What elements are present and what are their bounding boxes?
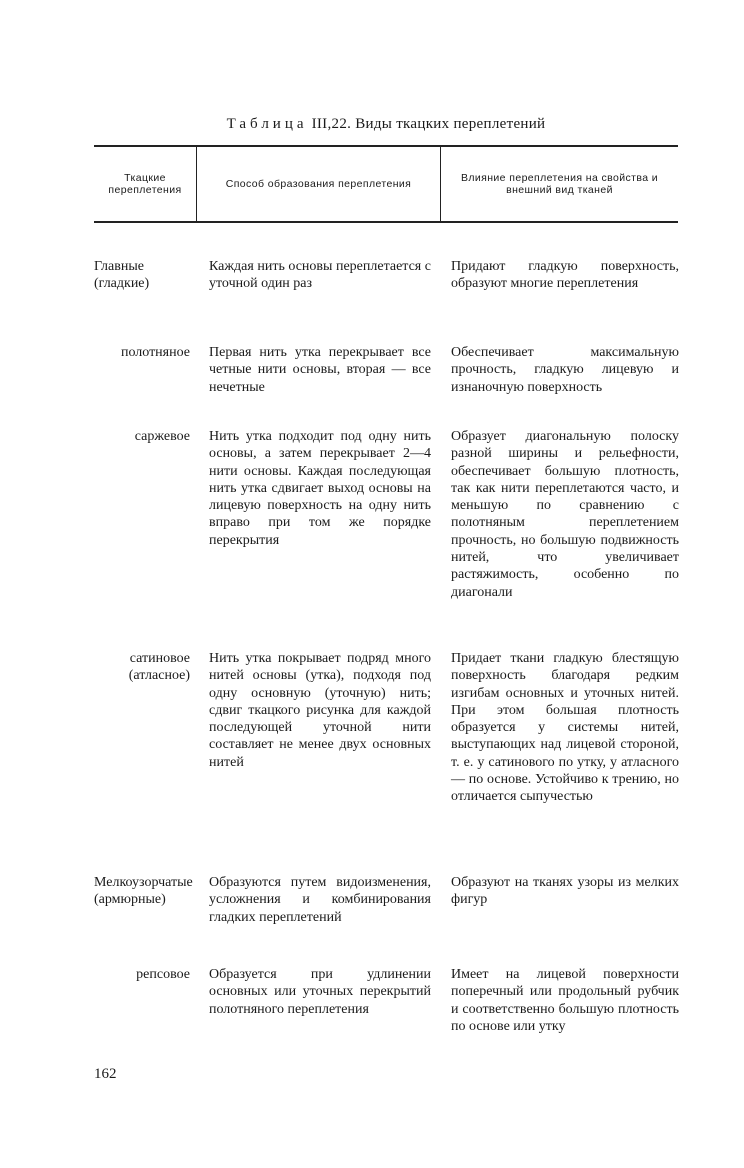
weave-name: полотняное — [120, 345, 190, 360]
header-influence: Влияние переплетения на свойства и внешний вид тканей — [460, 172, 659, 196]
header-formation-method: Способ образования переплетения — [197, 147, 441, 221]
header-weave-types: Ткацкие переплетения — [94, 147, 197, 221]
weave-effect: Образует диагональную полоску разной ширины и рельефности, обеспечивает большую плотность, так как нити переплетаются часто, и меньшую по сравнению с полотняным переплетением прочность, но большую подвижность нитей, что увеличивает растяжимость, особенно по диагонали — [451, 429, 679, 600]
weave-effect: Обеспечивает максимальную прочность, гладкую лицевую и изнаночную поверхность — [451, 345, 679, 395]
weave-method: Нить утка подходит под одну нить основы, а затем перекрывает 2—4 нити основы. Каждая последующая нить утка сдвигает выход основы на лицевую поверхность на одну нить вправо при том же порядке перекрытия — [209, 429, 431, 548]
weave-effect: Придают гладкую поверхность, образуют многие переплетения — [451, 259, 679, 292]
table-title — [94, 116, 678, 133]
weave-effect: Имеет на лицевой поверхности поперечный или продольный рубчик и соответственно большую плотность по основе или утку — [451, 967, 679, 1034]
weave-name: сатиновое (атласное) — [128, 651, 190, 684]
weave-effect: Придает ткани гладкую блестящую поверхность благодаря редким изгибам основных и уточных нитей. При этом большая плотность образуется у системы нитей, выступающих над лицевой стороной, т. е. у сатинового по утку, у атласного — по основе. Устойчиво к трению, но отличается сыпучестью — [451, 651, 679, 805]
weave-name: саржевое — [134, 429, 190, 444]
weave-method: Первая нить утка перекрывает все четные нити основы, вторая — все нечетные — [209, 345, 431, 395]
weave-method: Нить утка покрывает подряд много нитей основы (утка), подходя под одну основную (уточную) нить; сдвиг ткацкого рисунка для каждой последующей уточной нити составляет не менее двух основных нитей — [209, 651, 431, 770]
weave-method: Каждая нить основы переплетается с уточной один раз — [209, 259, 431, 292]
weave-effect: Образуют на тканях узоры из мелких фигур — [451, 875, 679, 908]
weave-name: Главные (гладкие) — [94, 259, 150, 292]
weave-name: Мелкоузорчатые (армюрные) — [94, 875, 193, 908]
page-number: 162 — [94, 1066, 117, 1082]
table-header — [94, 145, 678, 223]
table-title-text: III,22. Виды ткацких переплетений — [311, 116, 546, 132]
weave-method: Образуются путем видоизменения, усложнения и комбинирования гладких переплетений — [209, 875, 431, 925]
weave-method: Образуется при удлинении основных или уточных перекрытий полотняного переплетения — [209, 967, 431, 1017]
table-title-prefix: Таблица — [226, 116, 308, 132]
weave-name: репсовое — [136, 967, 190, 982]
